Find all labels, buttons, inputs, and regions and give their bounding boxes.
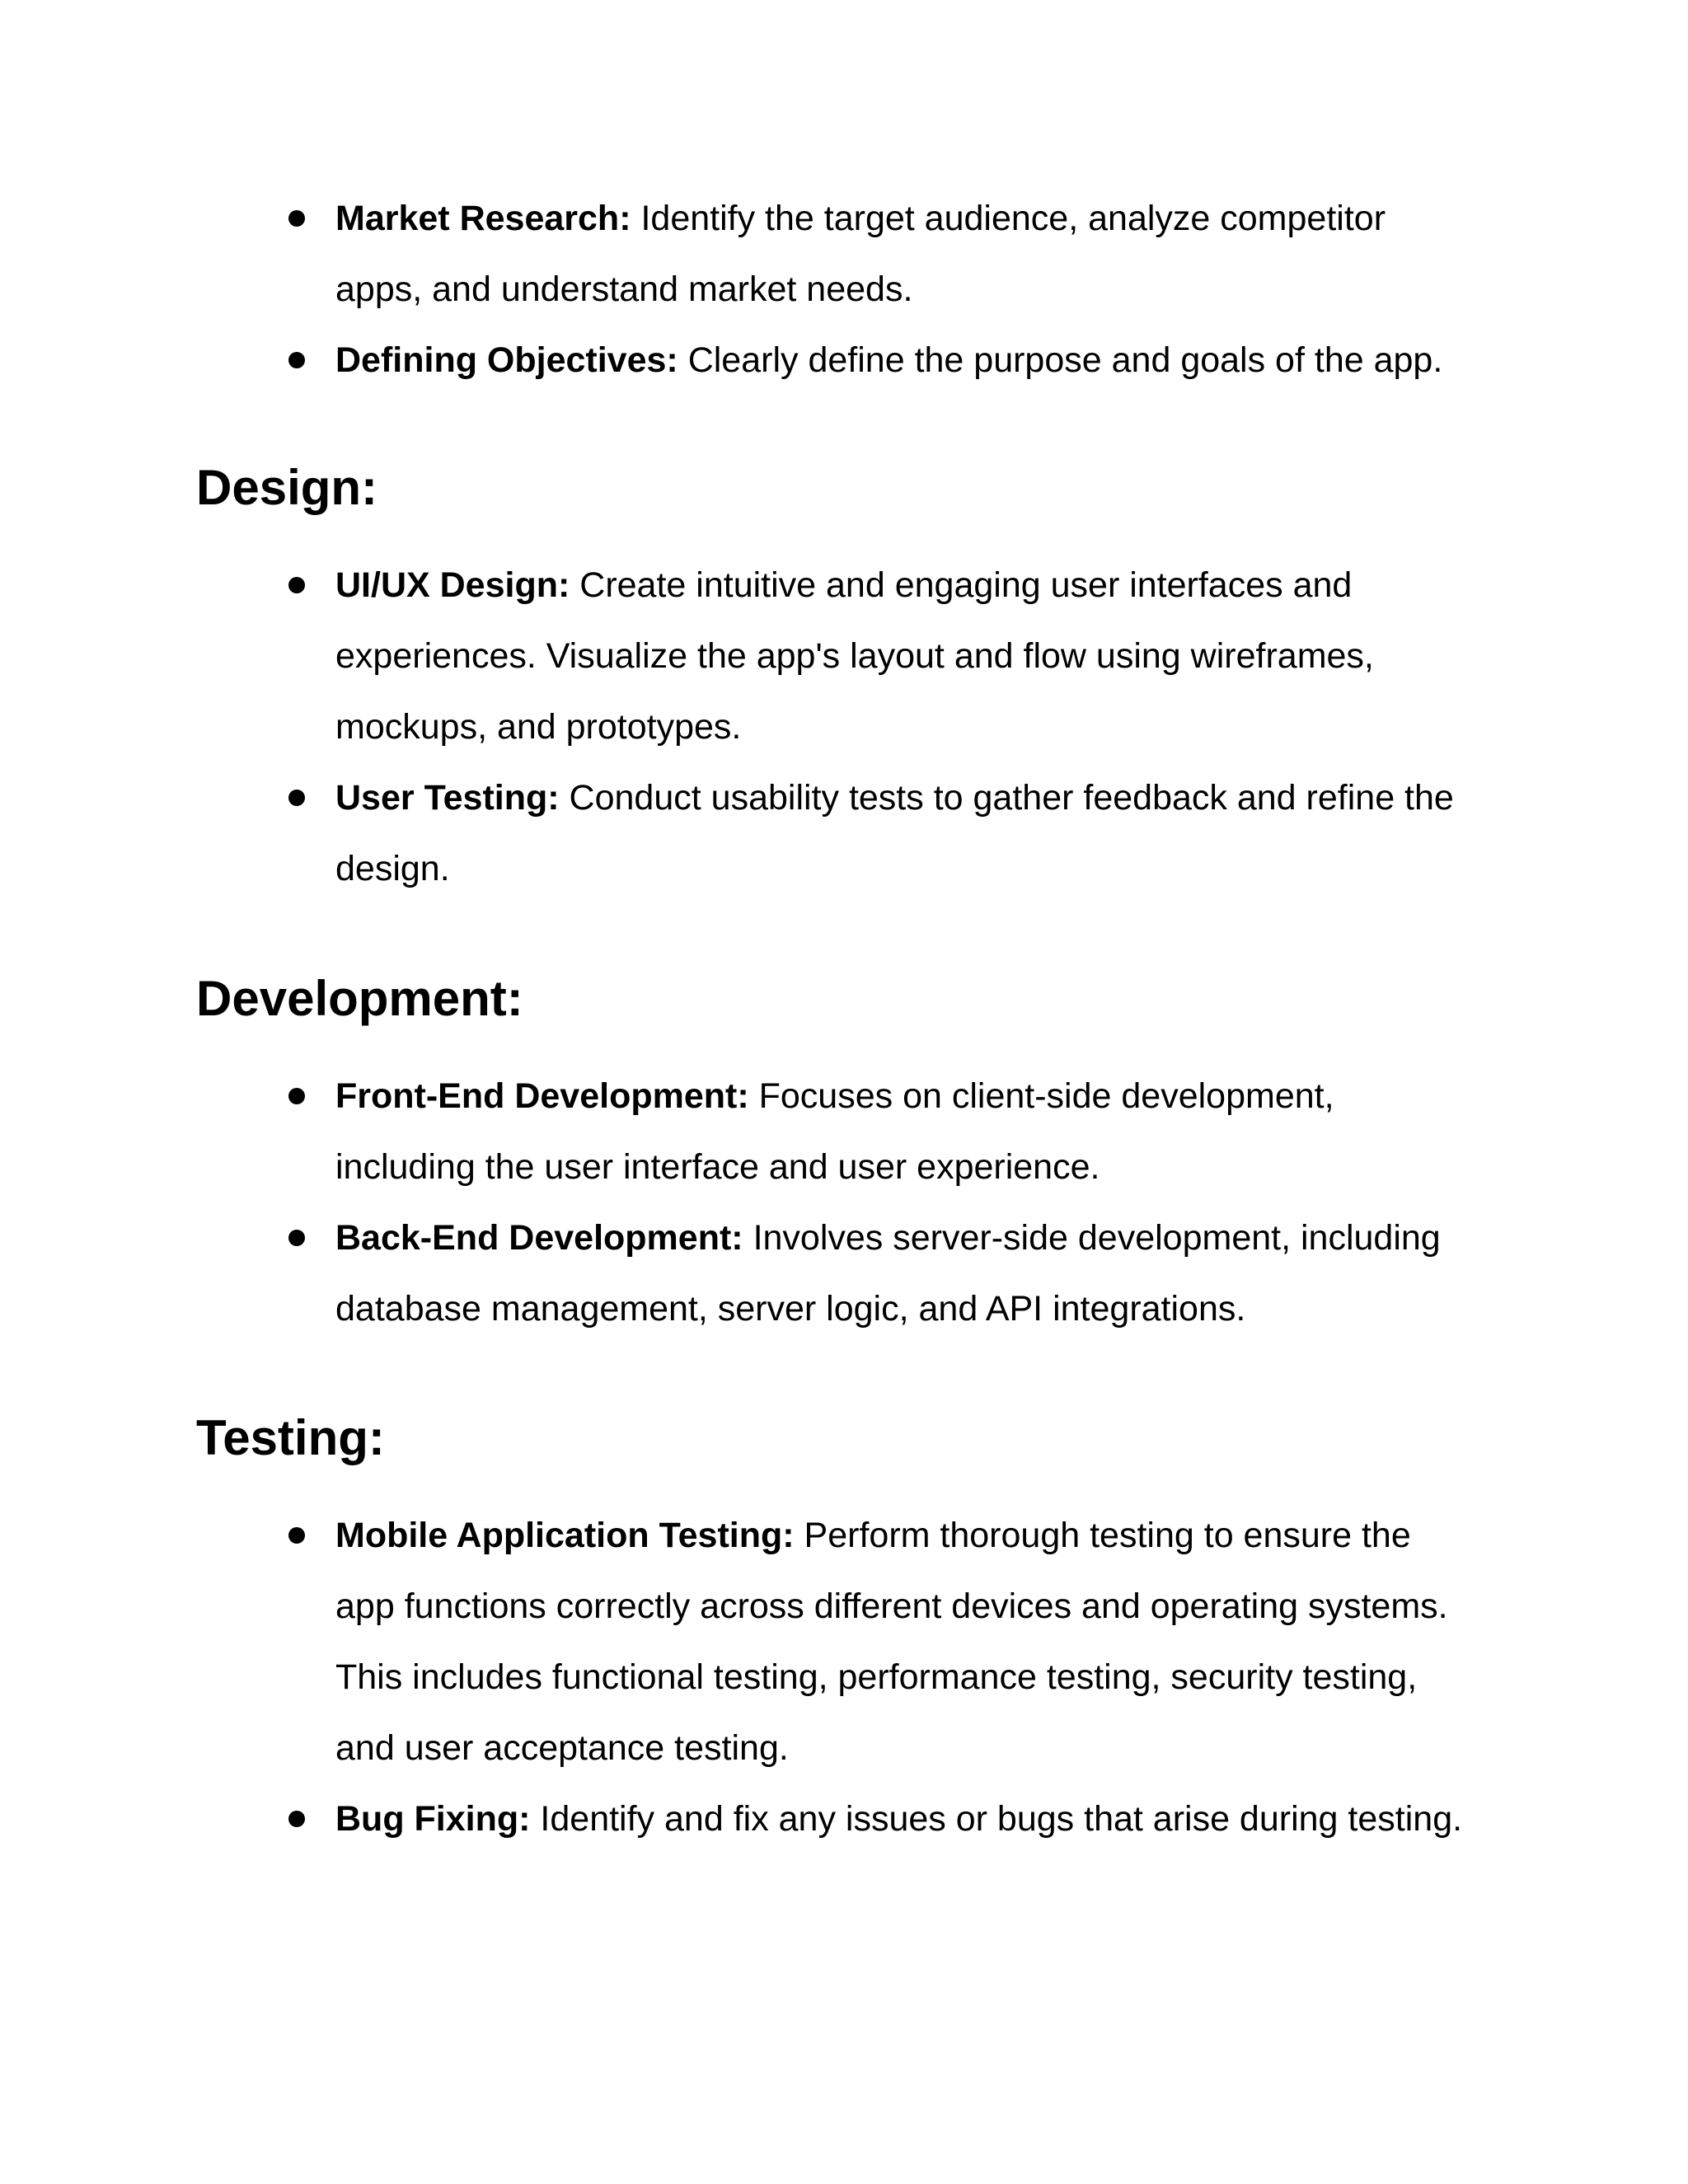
list-item-term: Front-End Development:	[335, 1076, 749, 1116]
bullet-icon	[288, 1230, 305, 1246]
section-heading-design: Design:	[196, 460, 378, 515]
list-item-text: Identify and fix any issues or bugs that arise during testing.	[540, 1799, 1463, 1839]
bullet-icon	[288, 1088, 305, 1104]
list-item-term: Back-End Development:	[335, 1218, 743, 1258]
list-item-text: Focuses on client-side development, including the user interface and user experience.	[335, 1076, 1334, 1187]
list-item-text: Create intuitive and engaging user interfaces and experiences. Visualize the app's layout and flow using wireframes, mockups, and prototypes.	[335, 565, 1374, 747]
development-bullet-list	[0, 1061, 1688, 1344]
list-item	[0, 762, 1473, 904]
bullet-icon	[288, 790, 305, 806]
section-heading-development: Development:	[196, 971, 523, 1026]
bullet-icon	[288, 1527, 305, 1544]
list-item	[0, 1202, 1473, 1344]
list-item-term: Mobile Application Testing:	[335, 1516, 795, 1555]
list-item-term: Market Research:	[335, 199, 631, 238]
list-item-term: UI/UX Design:	[335, 565, 570, 605]
list-item	[0, 1783, 1473, 1854]
bullet-icon	[288, 210, 305, 227]
list-item	[0, 550, 1473, 762]
section-heading-testing: Testing:	[196, 1410, 385, 1465]
testing-bullet-list	[0, 1500, 1688, 1854]
list-item	[0, 325, 1473, 396]
bullet-icon	[288, 1811, 305, 1827]
bullet-icon	[288, 577, 305, 593]
list-item-term: Bug Fixing:	[335, 1799, 531, 1839]
design-bullet-list	[0, 550, 1688, 904]
list-item-text: Conduct usability tests to gather feedback and refine the design.	[335, 778, 1454, 888]
bullet-icon	[288, 352, 305, 368]
list-item-text: Involves server-side development, including database management, server logic, and API integrations.	[335, 1218, 1441, 1329]
list-item-text: Clearly define the purpose and goals of the app.	[687, 340, 1443, 380]
list-item-term: User Testing:	[335, 778, 560, 818]
list-item	[0, 183, 1473, 325]
list-item-text: Perform thorough testing to ensure the app functions correctly across different devices and operating systems. This includes functional testing, performance testing, security testing, and user acceptance testing.	[335, 1516, 1448, 1768]
list-item-text: Identify the target audience, analyze competitor apps, and understand market needs.	[335, 199, 1386, 309]
list-item	[0, 1500, 1473, 1783]
list-item	[0, 1061, 1473, 1202]
list-item-term: Defining Objectives:	[335, 340, 678, 380]
intro-bullet-list	[0, 183, 1688, 396]
